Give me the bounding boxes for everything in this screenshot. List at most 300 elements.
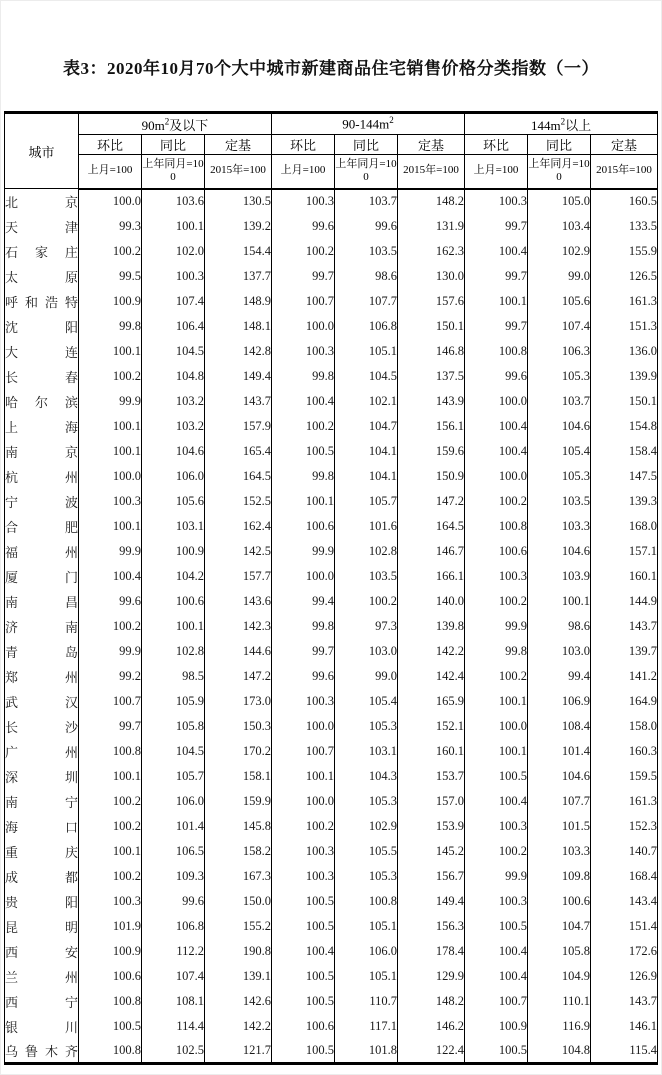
- index-value: 109.8: [528, 864, 591, 889]
- index-value: 100.5: [272, 989, 335, 1014]
- table-body: [5, 189, 658, 1064]
- index-value: 100.7: [272, 739, 335, 764]
- index-value: 152.3: [591, 814, 658, 839]
- city-row: [5, 264, 658, 289]
- page-title: 表3：2020年10月70个大中城市新建商品住宅销售价格分类指数（一）: [63, 59, 599, 78]
- index-value: 99.7: [272, 639, 335, 664]
- index-value: 99.0: [335, 664, 398, 689]
- city-row: [5, 914, 658, 939]
- city-row: [5, 939, 658, 964]
- index-value: 100.5: [272, 439, 335, 464]
- index-value: 137.7: [205, 264, 272, 289]
- city-name: 南京: [5, 439, 79, 464]
- city-name: 昆明: [5, 914, 79, 939]
- index-value: 99.9: [79, 389, 142, 414]
- index-value: 100.0: [272, 314, 335, 339]
- index-value: 143.7: [591, 989, 658, 1014]
- index-value: 105.0: [528, 189, 591, 214]
- index-value: 106.8: [335, 314, 398, 339]
- index-value: 104.6: [142, 439, 205, 464]
- index-value: 99.0: [528, 264, 591, 289]
- index-value: 100.3: [272, 839, 335, 864]
- index-value: 157.6: [398, 289, 465, 314]
- yoy-base-label: 上年同月=100: [335, 155, 398, 189]
- index-value: 142.3: [205, 614, 272, 639]
- group-label: 90-144m: [342, 116, 390, 132]
- city-row: [5, 339, 658, 364]
- index-value: 151.4: [591, 914, 658, 939]
- index-value: 161.3: [591, 289, 658, 314]
- index-value: 100.3: [79, 489, 142, 514]
- price-index-table: [4, 111, 658, 1065]
- city-row: [5, 539, 658, 564]
- index-value: 100.0: [465, 464, 528, 489]
- index-value: 100.2: [272, 814, 335, 839]
- index-value: 156.1: [398, 414, 465, 439]
- index-value: 100.1: [272, 489, 335, 514]
- index-value: 104.5: [142, 339, 205, 364]
- index-value: 142.5: [205, 539, 272, 564]
- index-value: 100.2: [79, 364, 142, 389]
- index-value: 100.5: [465, 764, 528, 789]
- city-row: [5, 739, 658, 764]
- index-value: 103.7: [528, 389, 591, 414]
- index-value: 99.8: [272, 364, 335, 389]
- city-name: 长沙: [5, 714, 79, 739]
- city-name: 深圳: [5, 764, 79, 789]
- index-value: 100.7: [79, 689, 142, 714]
- index-value: 160.1: [591, 564, 658, 589]
- city-name: 海口: [5, 814, 79, 839]
- index-value: 103.2: [142, 414, 205, 439]
- index-value: 100.9: [465, 1014, 528, 1039]
- index-value: 100.1: [465, 689, 528, 714]
- index-value: 100.1: [142, 214, 205, 239]
- index-value: 100.0: [272, 789, 335, 814]
- superscript-2: 2: [389, 115, 394, 126]
- index-value: 100.2: [79, 864, 142, 889]
- index-value: 107.4: [528, 314, 591, 339]
- index-value: 100.1: [79, 764, 142, 789]
- index-value: 107.7: [335, 289, 398, 314]
- index-value: 157.7: [205, 564, 272, 589]
- index-value: 100.5: [272, 964, 335, 989]
- index-value: 130.5: [205, 189, 272, 214]
- index-value: 99.6: [335, 214, 398, 239]
- city-row: [5, 839, 658, 864]
- city-row: [5, 889, 658, 914]
- index-value: 100.2: [465, 589, 528, 614]
- index-value: 145.2: [398, 839, 465, 864]
- index-value: 99.9: [465, 614, 528, 639]
- index-value: 102.9: [335, 814, 398, 839]
- index-value: 148.9: [205, 289, 272, 314]
- index-value: 106.0: [142, 789, 205, 814]
- city-name: 乌鲁木齐: [5, 1039, 79, 1064]
- index-value: 100.4: [272, 939, 335, 964]
- index-value: 154.4: [205, 239, 272, 264]
- index-value: 164.5: [205, 464, 272, 489]
- index-value: 99.9: [79, 639, 142, 664]
- index-value: 144.6: [205, 639, 272, 664]
- index-value: 100.1: [272, 764, 335, 789]
- index-value: 106.8: [142, 914, 205, 939]
- city-name: 哈尔滨: [5, 389, 79, 414]
- index-value: 137.5: [398, 364, 465, 389]
- index-value: 99.4: [272, 589, 335, 614]
- index-value: 103.1: [335, 739, 398, 764]
- index-value: 162.3: [398, 239, 465, 264]
- index-value: 150.1: [398, 314, 465, 339]
- index-value: 101.9: [79, 914, 142, 939]
- index-value: 105.5: [335, 839, 398, 864]
- index-value: 99.7: [465, 314, 528, 339]
- index-value: 160.5: [591, 189, 658, 214]
- index-value: 114.4: [142, 1014, 205, 1039]
- group-header-144m-above: [465, 113, 658, 135]
- index-value: 102.8: [142, 639, 205, 664]
- index-value: 103.3: [528, 514, 591, 539]
- index-value: 167.3: [205, 864, 272, 889]
- index-value: 146.7: [398, 539, 465, 564]
- index-value: 139.9: [591, 364, 658, 389]
- index-value: 133.5: [591, 214, 658, 239]
- city-row: [5, 189, 658, 214]
- index-value: 150.3: [205, 714, 272, 739]
- index-value: 105.9: [142, 689, 205, 714]
- index-value: 168.4: [591, 864, 658, 889]
- index-value: 103.0: [528, 639, 591, 664]
- city-row: [5, 464, 658, 489]
- index-value: 104.8: [528, 1039, 591, 1064]
- yoy-base-label: 上年同月=100: [142, 155, 205, 189]
- index-value: 106.0: [335, 939, 398, 964]
- group-label: 144m: [530, 117, 561, 133]
- index-value: 107.4: [142, 289, 205, 314]
- city-name: 北京: [5, 189, 79, 214]
- index-value: 100.3: [142, 264, 205, 289]
- index-value: 100.7: [272, 289, 335, 314]
- index-value: 101.4: [142, 814, 205, 839]
- mom-header: 环比: [465, 135, 528, 155]
- city-name: 杭州: [5, 464, 79, 489]
- index-value: 150.1: [591, 389, 658, 414]
- index-value: 100.2: [465, 489, 528, 514]
- sub-header-row: [5, 135, 658, 155]
- index-value: 159.9: [205, 789, 272, 814]
- city-name: 上海: [5, 414, 79, 439]
- index-value: 100.8: [79, 739, 142, 764]
- index-value: 156.7: [398, 864, 465, 889]
- index-value: 106.5: [142, 839, 205, 864]
- city-name: 郑州: [5, 664, 79, 689]
- index-value: 101.8: [335, 1039, 398, 1064]
- index-value: 106.0: [142, 464, 205, 489]
- index-value: 100.2: [272, 414, 335, 439]
- index-value: 140.0: [398, 589, 465, 614]
- index-value: 100.0: [79, 464, 142, 489]
- index-value: 108.4: [528, 714, 591, 739]
- index-value: 100.2: [79, 814, 142, 839]
- index-value: 142.2: [205, 1014, 272, 1039]
- group-header-row: [5, 113, 658, 135]
- index-value: 105.8: [142, 714, 205, 739]
- index-value: 101.6: [335, 514, 398, 539]
- city-row: [5, 864, 658, 889]
- index-value: 100.1: [79, 339, 142, 364]
- index-value: 100.1: [465, 289, 528, 314]
- city-name: 武汉: [5, 689, 79, 714]
- index-value: 146.2: [398, 1014, 465, 1039]
- city-name: 兰州: [5, 964, 79, 989]
- index-value: 99.5: [79, 264, 142, 289]
- city-row: [5, 689, 658, 714]
- index-value: 117.1: [335, 1014, 398, 1039]
- index-value: 104.6: [528, 539, 591, 564]
- index-value: 142.2: [398, 639, 465, 664]
- index-value: 147.5: [591, 464, 658, 489]
- index-value: 126.5: [591, 264, 658, 289]
- index-value: 100.3: [272, 189, 335, 214]
- group-label-suffix: 以上: [565, 117, 592, 133]
- index-value: 104.6: [528, 764, 591, 789]
- index-value: 103.4: [528, 214, 591, 239]
- index-value: 100.5: [272, 1039, 335, 1064]
- index-value: 139.1: [205, 964, 272, 989]
- index-value: 153.7: [398, 764, 465, 789]
- index-value: 104.7: [335, 414, 398, 439]
- city-row: [5, 1014, 658, 1039]
- fixed-base-header: 定基: [591, 135, 658, 155]
- index-value: 103.7: [335, 189, 398, 214]
- yoy-header: 同比: [528, 135, 591, 155]
- index-value: 105.7: [142, 764, 205, 789]
- index-value: 100.3: [272, 689, 335, 714]
- index-value: 100.8: [79, 989, 142, 1014]
- city-name: 济南: [5, 614, 79, 639]
- index-value: 100.5: [465, 914, 528, 939]
- city-row: [5, 564, 658, 589]
- index-value: 162.4: [205, 514, 272, 539]
- index-value: 154.8: [591, 414, 658, 439]
- index-value: 103.2: [142, 389, 205, 414]
- index-value: 116.9: [528, 1014, 591, 1039]
- index-value: 106.3: [528, 339, 591, 364]
- index-value: 129.9: [398, 964, 465, 989]
- mom-base-label: 上月=100: [79, 155, 142, 189]
- index-value: 100.1: [79, 514, 142, 539]
- index-value: 100.3: [465, 889, 528, 914]
- city-name: 太原: [5, 264, 79, 289]
- index-value: 139.8: [398, 614, 465, 639]
- index-value: 101.4: [528, 739, 591, 764]
- index-value: 159.5: [591, 764, 658, 789]
- index-value: 100.1: [465, 739, 528, 764]
- index-value: 100.9: [142, 539, 205, 564]
- index-value: 100.4: [465, 939, 528, 964]
- city-name: 大连: [5, 339, 79, 364]
- group-header-90-144m: [272, 113, 465, 135]
- index-value: 146.1: [591, 1014, 658, 1039]
- city-name: 厦门: [5, 564, 79, 589]
- index-value: 100.0: [465, 389, 528, 414]
- city-row: [5, 214, 658, 239]
- city-name: 广州: [5, 739, 79, 764]
- mom-header: 环比: [79, 135, 142, 155]
- city-name: 青岛: [5, 639, 79, 664]
- index-value: 147.2: [398, 489, 465, 514]
- index-value: 105.7: [335, 489, 398, 514]
- mom-base-label: 上月=100: [465, 155, 528, 189]
- index-value: 100.9: [79, 289, 142, 314]
- index-value: 99.9: [79, 539, 142, 564]
- index-value: 140.7: [591, 839, 658, 864]
- index-value: 150.9: [398, 464, 465, 489]
- index-value: 99.6: [465, 364, 528, 389]
- index-value: 99.8: [465, 639, 528, 664]
- city-row: [5, 389, 658, 414]
- index-value: 148.2: [398, 989, 465, 1014]
- index-value: 103.5: [528, 489, 591, 514]
- index-value: 99.8: [272, 614, 335, 639]
- city-row: [5, 314, 658, 339]
- city-name: 南昌: [5, 589, 79, 614]
- index-value: 158.2: [205, 839, 272, 864]
- index-value: 170.2: [205, 739, 272, 764]
- index-value: 103.6: [142, 189, 205, 214]
- index-value: 130.0: [398, 264, 465, 289]
- yoy-header: 同比: [142, 135, 205, 155]
- index-value: 100.6: [142, 589, 205, 614]
- city-row: [5, 514, 658, 539]
- index-value: 105.1: [335, 339, 398, 364]
- index-value: 150.0: [205, 889, 272, 914]
- index-value: 99.7: [272, 264, 335, 289]
- index-value: 99.7: [79, 714, 142, 739]
- city-row: [5, 1039, 658, 1064]
- index-value: 101.5: [528, 814, 591, 839]
- index-value: 104.5: [142, 739, 205, 764]
- index-value: 100.3: [272, 339, 335, 364]
- index-value: 143.7: [591, 614, 658, 639]
- index-value: 109.3: [142, 864, 205, 889]
- city-name: 银川: [5, 1014, 79, 1039]
- index-value: 105.6: [142, 489, 205, 514]
- index-value: 99.2: [79, 664, 142, 689]
- index-value: 142.8: [205, 339, 272, 364]
- index-value: 143.9: [398, 389, 465, 414]
- index-value: 160.3: [591, 739, 658, 764]
- index-value: 99.7: [465, 264, 528, 289]
- index-value: 105.4: [335, 689, 398, 714]
- index-value: 105.1: [335, 914, 398, 939]
- index-value: 100.5: [465, 1039, 528, 1064]
- fixed-base-header: 定基: [205, 135, 272, 155]
- index-value: 168.0: [591, 514, 658, 539]
- group-header-90m-below: [79, 113, 272, 135]
- city-name: 西安: [5, 939, 79, 964]
- index-value: 100.2: [79, 614, 142, 639]
- index-value: 110.1: [528, 989, 591, 1014]
- index-value: 99.3: [79, 214, 142, 239]
- city-row: [5, 639, 658, 664]
- index-value: 105.6: [528, 289, 591, 314]
- city-name: 沈阳: [5, 314, 79, 339]
- city-name: 宁波: [5, 489, 79, 514]
- city-row: [5, 664, 658, 689]
- index-value: 153.9: [398, 814, 465, 839]
- index-value: 100.2: [335, 589, 398, 614]
- city-name: 南宁: [5, 789, 79, 814]
- index-value: 173.0: [205, 689, 272, 714]
- city-row: [5, 789, 658, 814]
- city-row: [5, 239, 658, 264]
- index-value: 178.4: [398, 939, 465, 964]
- index-value: 98.5: [142, 664, 205, 689]
- index-value: 139.3: [591, 489, 658, 514]
- index-value: 147.2: [205, 664, 272, 689]
- index-value: 136.0: [591, 339, 658, 364]
- index-value: 104.7: [528, 914, 591, 939]
- index-value: 100.3: [465, 564, 528, 589]
- city-row: [5, 439, 658, 464]
- index-value: 142.6: [205, 989, 272, 1014]
- fixed-base-label: 2015年=100: [591, 155, 658, 189]
- index-value: 139.7: [591, 639, 658, 664]
- city-row: [5, 964, 658, 989]
- index-value: 157.1: [591, 539, 658, 564]
- index-value: 99.6: [272, 664, 335, 689]
- index-value: 102.9: [528, 239, 591, 264]
- index-value: 100.2: [79, 239, 142, 264]
- index-value: 142.4: [398, 664, 465, 689]
- index-value: 106.4: [142, 314, 205, 339]
- index-value: 158.4: [591, 439, 658, 464]
- index-value: 149.4: [205, 364, 272, 389]
- index-value: 99.4: [528, 664, 591, 689]
- index-value: 104.5: [335, 364, 398, 389]
- index-value: 149.4: [398, 889, 465, 914]
- index-value: 98.6: [528, 614, 591, 639]
- index-value: 99.8: [272, 464, 335, 489]
- index-value: 143.6: [205, 589, 272, 614]
- yoy-header: 同比: [335, 135, 398, 155]
- index-value: 190.8: [205, 939, 272, 964]
- index-value: 102.1: [335, 389, 398, 414]
- group-label: 90m: [141, 117, 165, 133]
- index-value: 100.4: [79, 564, 142, 589]
- index-value: 100.5: [79, 1014, 142, 1039]
- index-value: 166.1: [398, 564, 465, 589]
- index-value: 110.7: [335, 989, 398, 1014]
- index-value: 104.9: [528, 964, 591, 989]
- index-value: 100.6: [465, 539, 528, 564]
- superscript-2: 2: [560, 116, 566, 127]
- index-value: 100.2: [79, 789, 142, 814]
- base-period-row: [5, 155, 658, 189]
- index-value: 100.2: [272, 239, 335, 264]
- index-value: 105.1: [335, 964, 398, 989]
- index-value: 99.9: [465, 864, 528, 889]
- index-value: 100.0: [465, 714, 528, 739]
- index-value: 105.3: [528, 464, 591, 489]
- city-name: 石家庄: [5, 239, 79, 264]
- city-row: [5, 489, 658, 514]
- index-value: 100.3: [465, 814, 528, 839]
- index-value: 108.1: [142, 989, 205, 1014]
- index-value: 104.3: [335, 764, 398, 789]
- index-value: 100.7: [465, 989, 528, 1014]
